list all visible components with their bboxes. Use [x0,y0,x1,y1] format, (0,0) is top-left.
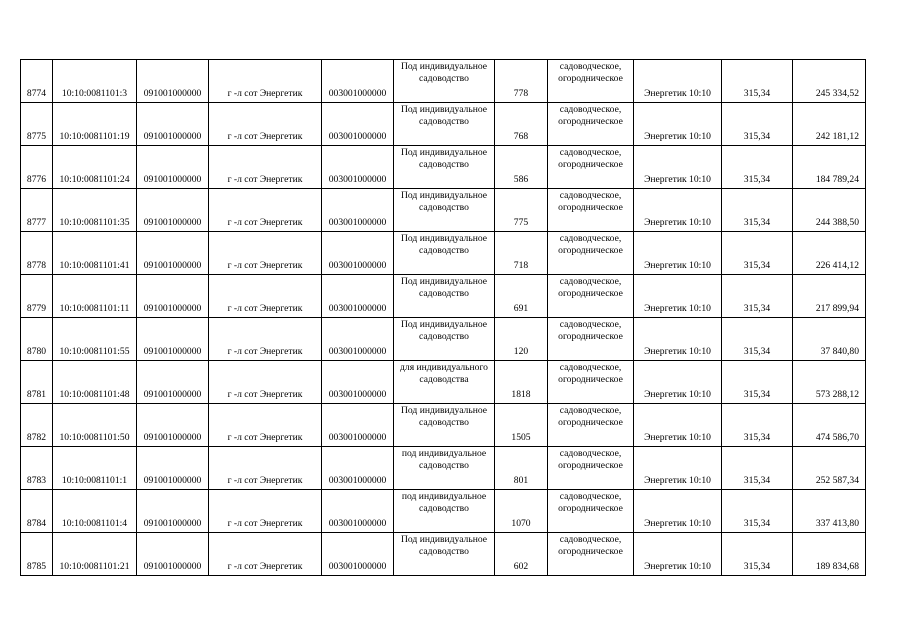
cell-value: 242 181,12 [793,103,866,146]
table-row [21,490,866,533]
cell-value: 252 587,34 [793,447,866,490]
cell-owner: г -л сот Энергетик [209,490,322,533]
cell-owner: г -л сот Энергетик [209,103,322,146]
cell-rate: 315,34 [722,318,793,361]
cell-code-2: 003001000000 [322,318,394,361]
table-row [21,275,866,318]
cell-code-2: 003001000000 [322,189,394,232]
cell-code-1: 091001000000 [137,103,209,146]
cell-value: 189 834,68 [793,533,866,576]
cell-code-1: 091001000000 [137,533,209,576]
cell-number: 8781 [21,361,53,404]
document-page [20,59,865,576]
cell-number: 8778 [21,232,53,275]
cell-code-2: 003001000000 [322,232,394,275]
cell-purpose: под индивидуальное садоводство [394,447,495,490]
cell-owner: г -л сот Энергетик [209,404,322,447]
cell-code-1: 091001000000 [137,275,209,318]
cell-purpose: Под индивидуальное садоводство [394,404,495,447]
cell-purpose: для индивидуального садоводства [394,361,495,404]
cell-number: 8782 [21,404,53,447]
cell-number: 8775 [21,103,53,146]
cell-rate: 315,34 [722,404,793,447]
cell-group: Энергетик 10:10 [634,318,722,361]
cell-group: Энергетик 10:10 [634,232,722,275]
cell-owner: г -л сот Энергетик [209,447,322,490]
cell-code-1: 091001000000 [137,60,209,103]
cell-category: садоводческое, огородническое [548,232,634,275]
cell-category: садоводческое, огородническое [548,447,634,490]
cell-group: Энергетик 10:10 [634,404,722,447]
cell-rate: 315,34 [722,103,793,146]
cell-group: Энергетик 10:10 [634,275,722,318]
cell-area: 602 [495,533,548,576]
cell-group: Энергетик 10:10 [634,361,722,404]
table-row [21,318,866,361]
cell-code-2: 003001000000 [322,447,394,490]
table-row [21,533,866,576]
cell-category: садоводческое, огородническое [548,60,634,103]
cell-purpose: Под индивидуальное садоводство [394,103,495,146]
cell-code-2: 003001000000 [322,103,394,146]
cell-owner: г -л сот Энергетик [209,189,322,232]
cell-code-2: 003001000000 [322,361,394,404]
cell-value: 244 388,50 [793,189,866,232]
table-body [21,60,866,576]
cell-area: 1818 [495,361,548,404]
cell-code-2: 003001000000 [322,490,394,533]
cell-cadastral-number: 10:10:0081101:1 [53,447,137,490]
cell-code-2: 003001000000 [322,533,394,576]
table-row [21,103,866,146]
cell-purpose: Под индивидуальное садоводство [394,60,495,103]
cell-value: 184 789,24 [793,146,866,189]
cell-value: 337 413,80 [793,490,866,533]
cell-code-1: 091001000000 [137,404,209,447]
cell-area: 120 [495,318,548,361]
cell-area: 801 [495,447,548,490]
cell-code-2: 003001000000 [322,60,394,103]
cell-cadastral-number: 10:10:0081101:3 [53,60,137,103]
cell-area: 768 [495,103,548,146]
cell-group: Энергетик 10:10 [634,447,722,490]
cell-cadastral-number: 10:10:0081101:41 [53,232,137,275]
cell-cadastral-number: 10:10:0081101:19 [53,103,137,146]
cell-group: Энергетик 10:10 [634,189,722,232]
cell-rate: 315,34 [722,60,793,103]
cell-area: 1070 [495,490,548,533]
cell-number: 8783 [21,447,53,490]
cell-area: 718 [495,232,548,275]
cell-rate: 315,34 [722,232,793,275]
cell-cadastral-number: 10:10:0081101:21 [53,533,137,576]
cell-area: 1505 [495,404,548,447]
cell-group: Энергетик 10:10 [634,490,722,533]
cell-number: 8779 [21,275,53,318]
cell-cadastral-number: 10:10:0081101:35 [53,189,137,232]
cell-code-1: 091001000000 [137,490,209,533]
cell-cadastral-number: 10:10:0081101:55 [53,318,137,361]
cell-category: садоводческое, огородническое [548,361,634,404]
cell-value: 573 288,12 [793,361,866,404]
table-row [21,146,866,189]
cell-code-1: 091001000000 [137,232,209,275]
cell-value: 217 899,94 [793,275,866,318]
cell-rate: 315,34 [722,275,793,318]
table-row [21,447,866,490]
cell-code-1: 091001000000 [137,361,209,404]
cell-purpose: Под индивидуальное садоводство [394,275,495,318]
cell-area: 775 [495,189,548,232]
cell-value: 245 334,52 [793,60,866,103]
cell-value: 37 840,80 [793,318,866,361]
cell-cadastral-number: 10:10:0081101:48 [53,361,137,404]
cell-code-1: 091001000000 [137,146,209,189]
cell-cadastral-number: 10:10:0081101:24 [53,146,137,189]
cell-category: садоводческое, огородническое [548,189,634,232]
cell-value: 226 414,12 [793,232,866,275]
cell-code-1: 091001000000 [137,189,209,232]
cell-value: 474 586,70 [793,404,866,447]
cell-owner: г -л сот Энергетик [209,275,322,318]
cell-cadastral-number: 10:10:0081101:50 [53,404,137,447]
table-row [21,189,866,232]
cell-code-1: 091001000000 [137,447,209,490]
cell-cadastral-number: 10:10:0081101:11 [53,275,137,318]
cell-owner: г -л сот Энергетик [209,60,322,103]
cell-group: Энергетик 10:10 [634,533,722,576]
cell-purpose: Под индивидуальное садоводство [394,318,495,361]
table-row [21,60,866,103]
cell-owner: г -л сот Энергетик [209,232,322,275]
cell-code-1: 091001000000 [137,318,209,361]
cell-rate: 315,34 [722,146,793,189]
cell-category: садоводческое, огородническое [548,275,634,318]
cell-owner: г -л сот Энергетик [209,146,322,189]
cell-code-2: 003001000000 [322,146,394,189]
cell-code-2: 003001000000 [322,275,394,318]
cell-number: 8784 [21,490,53,533]
cell-group: Энергетик 10:10 [634,103,722,146]
cell-rate: 315,34 [722,361,793,404]
cell-category: садоводческое, огородническое [548,533,634,576]
cell-area: 586 [495,146,548,189]
cell-owner: г -л сот Энергетик [209,318,322,361]
cell-category: садоводческое, огородническое [548,490,634,533]
cell-purpose: Под индивидуальное садоводство [394,146,495,189]
cell-owner: г -л сот Энергетик [209,533,322,576]
cell-cadastral-number: 10:10:0081101:4 [53,490,137,533]
cell-group: Энергетик 10:10 [634,60,722,103]
cell-purpose: Под индивидуальное садоводство [394,189,495,232]
cell-rate: 315,34 [722,490,793,533]
cell-category: садоводческое, огородническое [548,318,634,361]
cell-owner: г -л сот Энергетик [209,361,322,404]
cell-area: 691 [495,275,548,318]
cell-category: садоводческое, огородническое [548,404,634,447]
cell-purpose: Под индивидуальное садоводство [394,232,495,275]
cell-area: 778 [495,60,548,103]
cell-rate: 315,34 [722,189,793,232]
cell-rate: 315,34 [722,533,793,576]
cell-purpose: под индивидуальное садоводство [394,490,495,533]
table-row [21,232,866,275]
cell-group: Энергетик 10:10 [634,146,722,189]
cell-number: 8785 [21,533,53,576]
cell-code-2: 003001000000 [322,404,394,447]
cell-purpose: Под индивидуальное садоводство [394,533,495,576]
cell-number: 8774 [21,60,53,103]
table-row [21,404,866,447]
land-plots-table [20,59,866,576]
table-row [21,361,866,404]
cell-number: 8780 [21,318,53,361]
cell-category: садоводческое, огородническое [548,103,634,146]
cell-number: 8776 [21,146,53,189]
cell-number: 8777 [21,189,53,232]
cell-category: садоводческое, огородническое [548,146,634,189]
cell-rate: 315,34 [722,447,793,490]
